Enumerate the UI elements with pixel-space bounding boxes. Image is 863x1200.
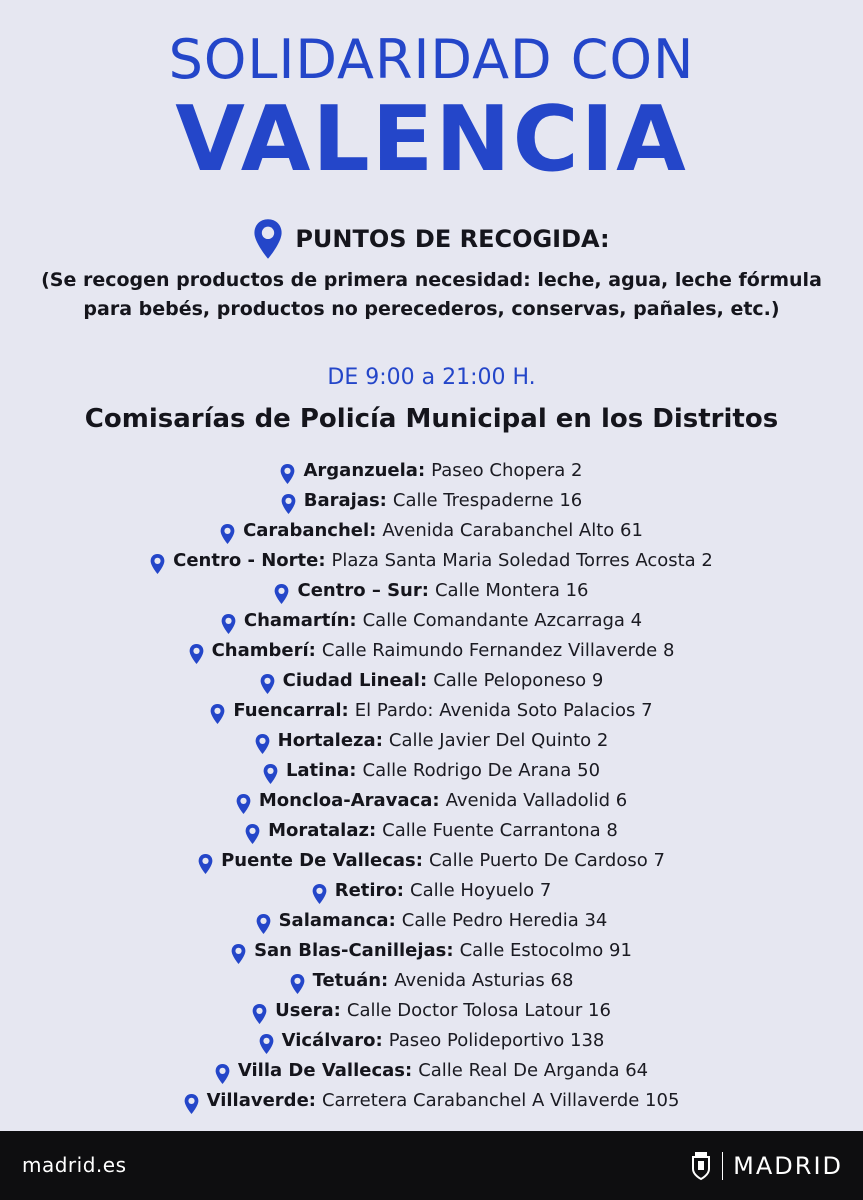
- station-separator: :: [308, 1089, 316, 1111]
- station-district: Villaverde: [206, 1089, 309, 1111]
- map-pin-icon: [150, 553, 165, 575]
- station-address: Calle Pedro Heredia 34: [401, 909, 608, 931]
- map-pin-icon: [215, 1063, 230, 1085]
- station-district: Moncloa-Aravaca: [258, 789, 433, 811]
- madrid-brand: [690, 1148, 843, 1184]
- station-separator: :: [375, 1029, 383, 1051]
- station-separator: :: [419, 669, 428, 691]
- map-pin-icon: [260, 673, 275, 695]
- map-pin-icon: [290, 973, 305, 995]
- station-district: Tetuán: [312, 969, 382, 991]
- map-pin-icon: [253, 218, 283, 260]
- map-pin-icon: [236, 793, 251, 815]
- station-address: Calle Javier Del Quinto 2: [388, 729, 609, 751]
- station-item: [0, 725, 863, 755]
- station-separator: :: [318, 549, 326, 571]
- footer-site[interactable]: madrid.es: [22, 1153, 127, 1177]
- map-pin-icon: [312, 883, 327, 905]
- station-item: [0, 605, 863, 635]
- station-separator: :: [417, 459, 426, 481]
- map-pin-icon: [263, 763, 278, 785]
- station-district: Fuencarral: [233, 699, 342, 721]
- station-address: Calle Peloponeso 9: [433, 669, 604, 691]
- station-separator: :: [388, 909, 396, 931]
- station-district: Moratalaz: [268, 819, 369, 841]
- station-address: Calle Comandante Azcarraga 4: [362, 609, 643, 631]
- station-item: [0, 755, 863, 785]
- station-separator: :: [369, 519, 377, 541]
- station-district: Centro – Sur: [297, 579, 422, 601]
- station-separator: :: [421, 579, 429, 601]
- station-address: Carretera Carabanchel A Villaverde 105: [321, 1089, 680, 1111]
- station-address: Calle Estocolmo 91: [459, 939, 632, 961]
- station-address: Paseo Polideportivo 138: [388, 1029, 605, 1051]
- station-district: Latina: [285, 759, 350, 781]
- products-note: (Se recogen productos de primera necesidad: leche, agua, leche fórmula para bebés, productos no perecederos, conservas, pañales, etc.): [41, 269, 822, 320]
- station-separator: :: [308, 639, 316, 661]
- title-line-2: VALENCIA: [175, 87, 688, 192]
- madrid-crest-icon: [690, 1151, 712, 1181]
- station-item: [0, 875, 863, 905]
- puntos-heading: [0, 218, 863, 260]
- station-district: Ciudad Lineal: [282, 669, 420, 691]
- footer: [0, 1131, 863, 1200]
- station-item: [0, 905, 863, 935]
- station-district: Salamanca: [278, 909, 389, 931]
- map-pin-icon: [220, 523, 235, 545]
- station-district: Usera: [275, 999, 334, 1021]
- stations-list: [0, 455, 863, 1115]
- station-separator: :: [415, 849, 423, 871]
- station-separator: :: [368, 819, 377, 841]
- station-address: Calle Fuente Carrantona 8: [382, 819, 618, 841]
- station-item: [0, 1085, 863, 1115]
- station-item: [0, 665, 863, 695]
- station-item: [0, 1055, 863, 1085]
- station-district: Retiro: [334, 879, 397, 901]
- station-district: Barajas: [303, 489, 380, 511]
- station-address: Paseo Chopera 2: [431, 459, 583, 481]
- station-district: Arganzuela: [303, 459, 418, 481]
- section-heading: Comisarías de Policía Municipal en los Distritos: [84, 404, 779, 434]
- station-item: [0, 635, 863, 665]
- station-item: [0, 785, 863, 815]
- map-pin-icon: [189, 643, 204, 665]
- station-item: [0, 575, 863, 605]
- station-district: Chamartín: [243, 609, 350, 631]
- brand-name: MADRID: [733, 1152, 843, 1180]
- station-address: Calle Puerto De Cardoso 7: [428, 849, 665, 871]
- station-address: Avenida Valladolid 6: [445, 789, 628, 811]
- station-district: Vicálvaro: [281, 1029, 376, 1051]
- station-separator: :: [349, 609, 357, 631]
- station-separator: :: [379, 489, 387, 511]
- station-district: Puente De Vallecas: [221, 849, 416, 871]
- station-separator: :: [341, 699, 349, 721]
- title-line-1: SOLIDARIDAD CON: [168, 28, 695, 91]
- station-address: Calle Trespaderne 16: [392, 489, 583, 511]
- station-address: Calle Real De Arganda 64: [418, 1059, 649, 1081]
- station-address: Calle Doctor Tolosa Latour 16: [346, 999, 611, 1021]
- station-item: [0, 965, 863, 995]
- station-item: [0, 935, 863, 965]
- station-address: Avenida Carabanchel Alto 61: [382, 519, 643, 541]
- station-district: Centro - Norte: [173, 549, 319, 571]
- station-district: San Blas-Canillejas: [254, 939, 447, 961]
- map-pin-icon: [231, 943, 246, 965]
- station-address: Avenida Asturias 68: [394, 969, 574, 991]
- station-address: Calle Rodrigo De Arana 50: [362, 759, 601, 781]
- map-pin-icon: [259, 1033, 274, 1055]
- station-item: [0, 485, 863, 515]
- station-separator: :: [333, 999, 341, 1021]
- map-pin-icon: [280, 463, 295, 485]
- station-separator: :: [381, 969, 389, 991]
- opening-hours: DE 9:00 a 21:00 H.: [327, 365, 536, 390]
- map-pin-icon: [245, 823, 260, 845]
- map-pin-icon: [281, 493, 296, 515]
- map-pin-icon: [274, 583, 289, 605]
- station-separator: :: [396, 879, 404, 901]
- station-separator: :: [349, 759, 357, 781]
- station-separator: :: [375, 729, 383, 751]
- map-pin-icon: [198, 853, 213, 875]
- map-pin-icon: [255, 733, 270, 755]
- station-item: [0, 845, 863, 875]
- station-item: [0, 815, 863, 845]
- station-address: Calle Raimundo Fernandez Villaverde 8: [321, 639, 675, 661]
- station-district: Carabanchel: [243, 519, 370, 541]
- station-district: Villa De Vallecas: [237, 1059, 405, 1081]
- station-item: [0, 545, 863, 575]
- station-district: Hortaleza: [277, 729, 376, 751]
- map-pin-icon: [184, 1093, 199, 1115]
- map-pin-icon: [210, 703, 225, 725]
- station-item: [0, 695, 863, 725]
- station-item: [0, 515, 863, 545]
- station-district: Chamberí: [211, 639, 309, 661]
- station-address: Calle Hoyuelo 7: [410, 879, 552, 901]
- station-address: Calle Montera 16: [434, 579, 589, 601]
- station-item: [0, 1025, 863, 1055]
- station-address: El Pardo: Avenida Soto Palacios 7: [354, 699, 653, 721]
- station-separator: :: [405, 1059, 413, 1081]
- map-pin-icon: [252, 1003, 267, 1025]
- station-separator: :: [446, 939, 454, 961]
- station-item: [0, 455, 863, 485]
- puntos-heading-label: PUNTOS DE RECOGIDA:: [295, 225, 610, 253]
- station-address: Plaza Santa Maria Soledad Torres Acosta 2: [331, 549, 713, 571]
- map-pin-icon: [256, 913, 271, 935]
- brand-divider: [722, 1152, 723, 1180]
- station-item: [0, 995, 863, 1025]
- station-separator: :: [432, 789, 440, 811]
- map-pin-icon: [221, 613, 236, 635]
